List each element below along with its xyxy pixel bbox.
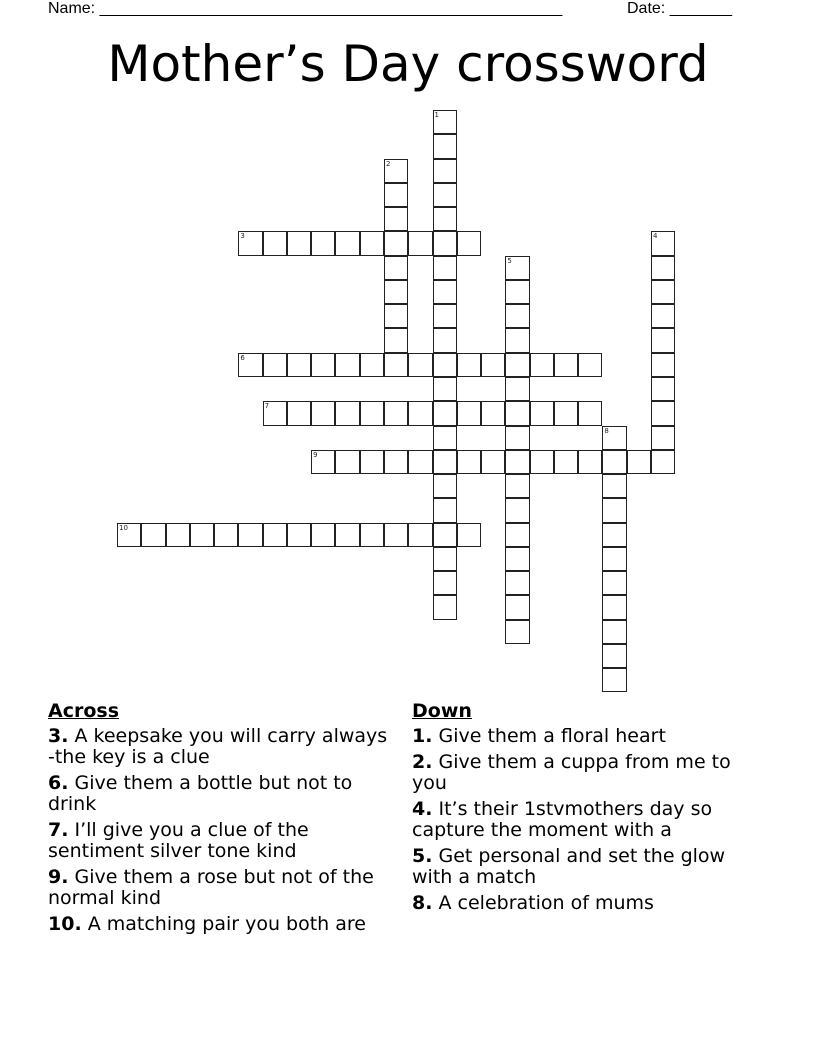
clue-text: It’s their 1stvmothers day so capture the moment with a [412, 798, 713, 841]
clue-number: 6. [48, 772, 69, 794]
grid-cell[interactable] [433, 304, 457, 328]
grid-cell[interactable] [651, 304, 675, 328]
grid-cell[interactable] [554, 353, 578, 377]
clue-text: Get personal and set the glow with a match [412, 845, 726, 888]
grid-cell[interactable] [384, 159, 408, 183]
grid-cell[interactable] [433, 450, 457, 474]
clue-number: 4. [412, 798, 433, 820]
grid-cell[interactable] [505, 595, 529, 619]
grid-cell[interactable] [602, 571, 626, 595]
grid-cell[interactable] [651, 256, 675, 280]
grid-cell[interactable] [263, 231, 287, 255]
clue-down-8 [412, 893, 757, 914]
page-title: Mother’s Day crossword [107, 35, 709, 93]
grid-cell[interactable] [433, 280, 457, 304]
grid-cell[interactable] [384, 523, 408, 547]
down-heading: Down [412, 700, 472, 722]
grid-cell[interactable] [263, 523, 287, 547]
grid-cell[interactable] [578, 450, 602, 474]
grid-cell[interactable] [651, 353, 675, 377]
grid-cell[interactable] [360, 401, 384, 425]
clue-number-label: 4 [652, 232, 658, 241]
grid-cell[interactable] [651, 450, 675, 474]
grid-cell[interactable] [651, 328, 675, 352]
grid-cell[interactable] [311, 353, 335, 377]
grid-cell[interactable] [360, 450, 384, 474]
grid-cell[interactable] [311, 401, 335, 425]
grid-cell[interactable] [384, 304, 408, 328]
across-clues [48, 701, 388, 940]
clue-number-label: 6 [240, 353, 245, 362]
grid-cell[interactable] [335, 353, 359, 377]
clue-down-1 [412, 726, 757, 747]
grid-cell[interactable] [408, 401, 432, 425]
grid-cell[interactable] [311, 231, 335, 255]
grid-cell[interactable] [505, 353, 529, 377]
grid-cell[interactable] [602, 523, 626, 547]
grid-cell[interactable] [602, 498, 626, 522]
clue-number: 9. [48, 866, 69, 888]
clue-number-label: 10 [119, 523, 128, 532]
grid-cell[interactable] [433, 328, 457, 352]
grid-cell[interactable] [287, 523, 311, 547]
grid-cell[interactable] [481, 353, 505, 377]
grid-cell[interactable] [433, 474, 457, 498]
down-clues [412, 701, 757, 919]
date-field-label: Date: _______ [627, 0, 732, 17]
clue-number-label: 5 [507, 256, 512, 265]
grid-cell[interactable] [408, 353, 432, 377]
grid-cell[interactable] [433, 231, 457, 255]
name-field-label: Name: ____________________________________________________ [48, 0, 563, 17]
grid-cell[interactable] [214, 523, 238, 547]
grid-cell[interactable] [578, 353, 602, 377]
grid-cell[interactable] [457, 231, 481, 255]
grid-cell[interactable] [408, 231, 432, 255]
grid-cell[interactable] [505, 571, 529, 595]
grid-cell[interactable] [384, 450, 408, 474]
clue-text: A celebration of mums [438, 892, 654, 914]
grid-cell[interactable] [481, 401, 505, 425]
grid-cell[interactable] [602, 426, 626, 450]
clue-number-label: 8 [604, 426, 609, 435]
grid-cell[interactable] [384, 280, 408, 304]
grid-cell[interactable] [287, 353, 311, 377]
clue-number: 8. [412, 892, 433, 914]
clue-text: Give them a cuppa from me to you [412, 751, 731, 794]
grid-cell[interactable] [505, 304, 529, 328]
clue-down-2 [412, 752, 757, 794]
grid-cell[interactable] [602, 547, 626, 571]
grid-cell[interactable] [433, 595, 457, 619]
grid-cell[interactable] [505, 401, 529, 425]
grid-cell[interactable] [335, 401, 359, 425]
grid-cell[interactable] [117, 523, 141, 547]
grid-cell[interactable] [311, 523, 335, 547]
clue-across-6 [48, 773, 388, 815]
grid-cell[interactable] [530, 450, 554, 474]
clue-number: 10. [48, 913, 82, 935]
clue-number: 1. [412, 725, 433, 747]
grid-cell[interactable] [238, 523, 262, 547]
grid-cell[interactable] [433, 256, 457, 280]
grid-cell[interactable] [384, 328, 408, 352]
grid-cell[interactable] [457, 523, 481, 547]
grid-cell[interactable] [433, 426, 457, 450]
grid-cell[interactable] [433, 159, 457, 183]
grid-cell[interactable] [505, 450, 529, 474]
grid-cell[interactable] [651, 280, 675, 304]
grid-cell[interactable] [335, 231, 359, 255]
grid-cell[interactable] [360, 353, 384, 377]
grid-cell[interactable] [457, 401, 481, 425]
clue-text: Give them a rose but not of the normal kind [48, 866, 374, 909]
grid-cell[interactable] [408, 450, 432, 474]
grid-cell[interactable] [287, 401, 311, 425]
grid-cell[interactable] [335, 523, 359, 547]
clue-across-9 [48, 867, 388, 909]
grid-cell[interactable] [481, 450, 505, 474]
clue-across-10 [48, 914, 388, 935]
grid-cell[interactable] [166, 523, 190, 547]
grid-cell[interactable] [530, 401, 554, 425]
grid-cell[interactable] [360, 523, 384, 547]
clue-text: A matching pair you both are [87, 913, 366, 935]
grid-cell[interactable] [505, 474, 529, 498]
grid-cell[interactable] [457, 450, 481, 474]
grid-cell[interactable] [651, 377, 675, 401]
grid-cell[interactable] [505, 426, 529, 450]
grid-cell[interactable] [505, 280, 529, 304]
clue-down-5 [412, 846, 757, 888]
grid-cell[interactable] [651, 401, 675, 425]
grid-cell[interactable] [433, 547, 457, 571]
grid-cell[interactable] [263, 401, 287, 425]
grid-cell[interactable] [602, 474, 626, 498]
clue-number-label: 2 [385, 159, 391, 168]
grid-cell[interactable] [408, 523, 432, 547]
grid-cell[interactable] [263, 353, 287, 377]
grid-cell[interactable] [190, 523, 214, 547]
grid-cell[interactable] [335, 450, 359, 474]
grid-cell[interactable] [433, 523, 457, 547]
clue-text: Give them a bottle but not to drink [48, 772, 353, 815]
grid-cell[interactable] [505, 620, 529, 644]
clue-number: 2. [412, 751, 433, 773]
grid-cell[interactable] [384, 231, 408, 255]
grid-cell[interactable] [360, 231, 384, 255]
grid-cell[interactable] [505, 498, 529, 522]
clue-across-3 [48, 726, 388, 768]
clue-number-label: 1 [434, 111, 439, 119]
grid-cell[interactable] [238, 353, 262, 377]
grid-cell[interactable] [287, 231, 311, 255]
grid-cell[interactable] [505, 523, 529, 547]
clue-number: 3. [48, 725, 69, 747]
grid-cell[interactable] [141, 523, 165, 547]
grid-cell[interactable] [433, 377, 457, 401]
grid-cell[interactable] [651, 426, 675, 450]
grid-cell[interactable] [433, 110, 457, 134]
grid-cell[interactable] [433, 498, 457, 522]
clue-text: A keepsake you will carry always -the key is a clue [48, 725, 388, 768]
grid-cell[interactable] [505, 256, 529, 280]
grid-cell[interactable] [384, 353, 408, 377]
clue-number-label: 9 [313, 450, 318, 459]
clue-down-4 [412, 799, 757, 841]
clue-text: Give them a floral heart [438, 725, 666, 747]
grid-cell[interactable] [384, 183, 408, 207]
clue-across-7 [48, 820, 388, 862]
grid-cell[interactable] [602, 450, 626, 474]
grid-cell[interactable] [433, 401, 457, 425]
grid-cell[interactable] [530, 353, 554, 377]
grid-cell[interactable] [384, 256, 408, 280]
grid-cell[interactable] [602, 595, 626, 619]
grid-cell[interactable] [457, 353, 481, 377]
grid-cell[interactable] [627, 450, 651, 474]
grid-cell[interactable] [602, 644, 626, 668]
grid-cell[interactable] [433, 183, 457, 207]
grid-cell[interactable] [384, 207, 408, 231]
grid-cell[interactable] [238, 231, 262, 255]
grid-cell[interactable] [433, 571, 457, 595]
grid-cell[interactable] [554, 401, 578, 425]
grid-cell[interactable] [433, 353, 457, 377]
grid-cell[interactable] [602, 668, 626, 692]
grid-cell[interactable] [554, 450, 578, 474]
grid-cell[interactable] [505, 547, 529, 571]
clue-number-label: 7 [264, 402, 270, 411]
grid-cell[interactable] [578, 401, 602, 425]
clue-text: I’ll give you a clue of the sentiment silver tone kind [48, 819, 309, 862]
grid-cell[interactable] [602, 620, 626, 644]
clue-number-label: 3 [240, 232, 245, 241]
grid-cell[interactable] [433, 207, 457, 231]
grid-cell[interactable] [505, 328, 529, 352]
grid-cell[interactable] [433, 134, 457, 158]
clue-number: 5. [412, 845, 433, 867]
grid-cell[interactable] [651, 231, 675, 255]
crossword-grid [117, 110, 717, 710]
grid-cell[interactable] [384, 401, 408, 425]
across-heading: Across [48, 700, 120, 722]
grid-cell[interactable] [311, 450, 335, 474]
grid-cell[interactable] [505, 377, 529, 401]
clue-number: 7. [48, 819, 69, 841]
